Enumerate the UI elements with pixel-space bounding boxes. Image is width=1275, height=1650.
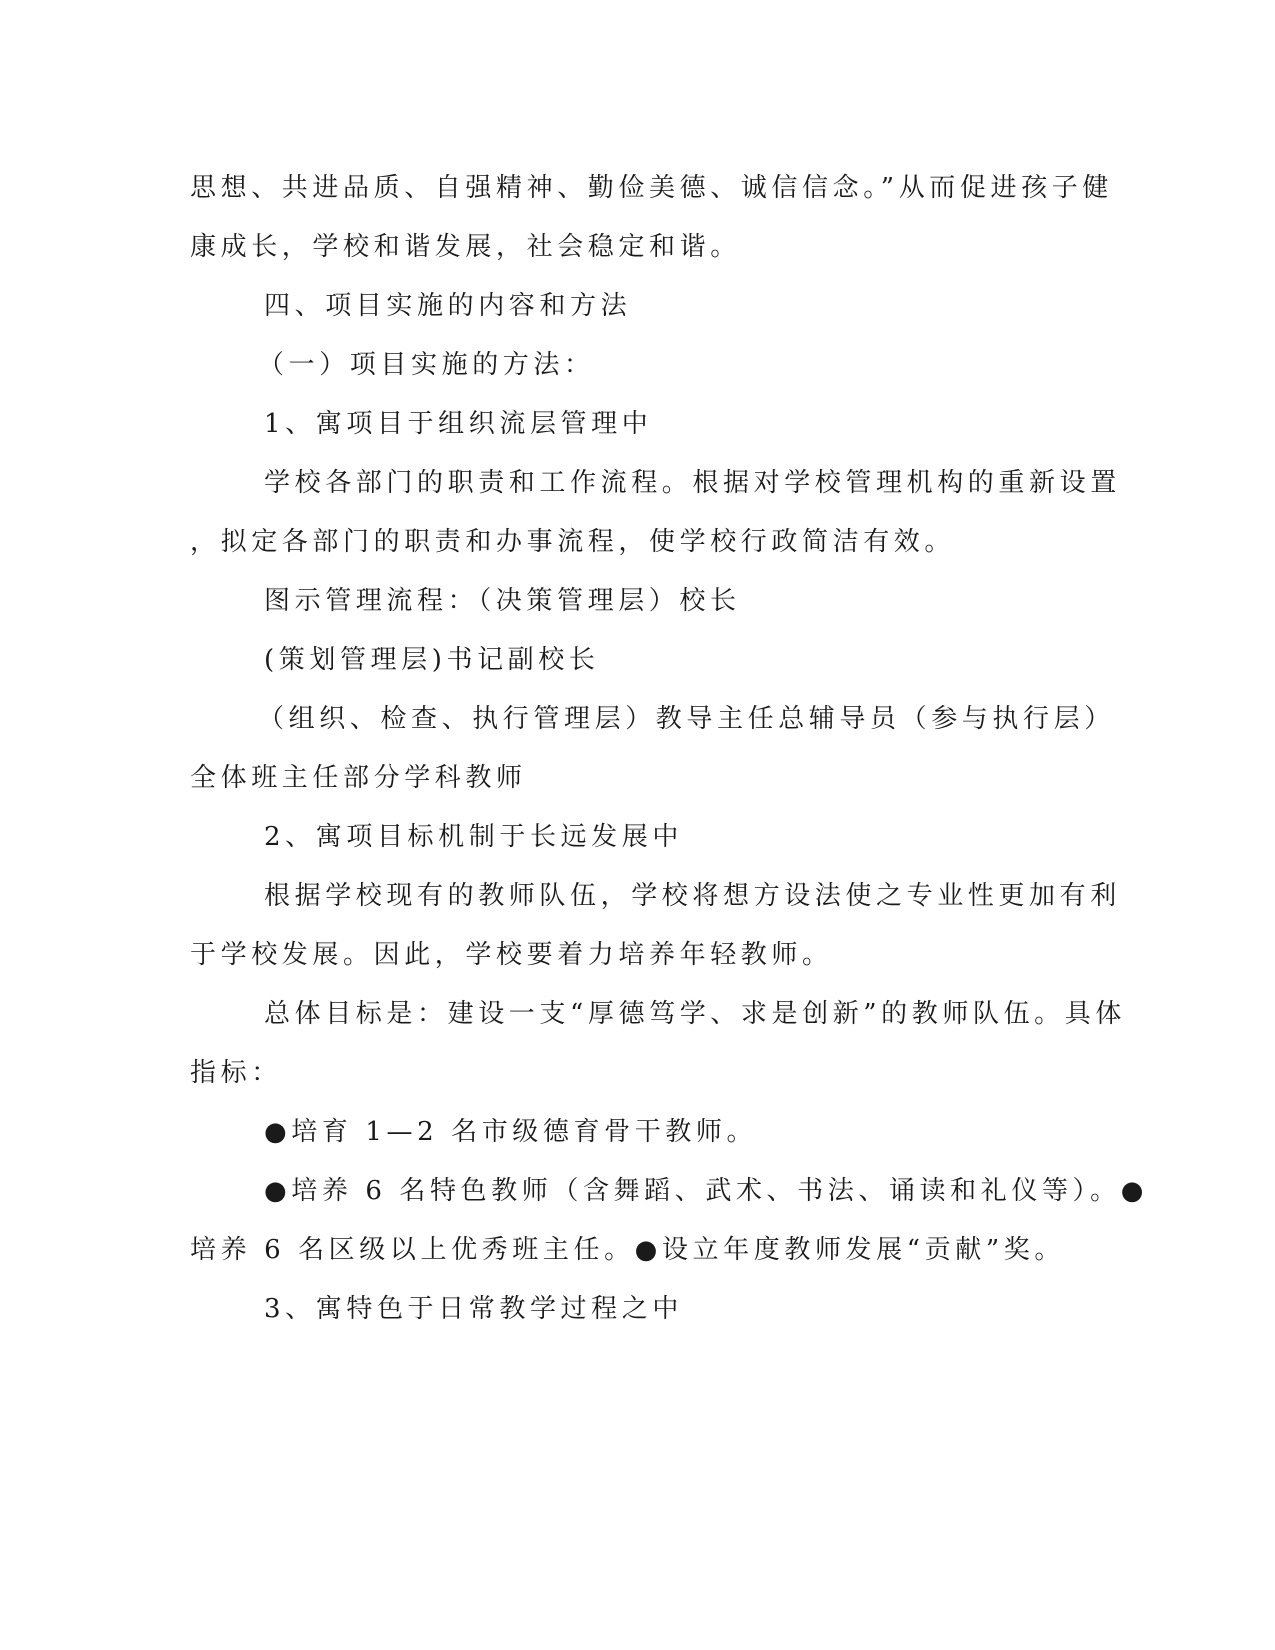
text-line: (策划管理层)书记副校长 [264,645,600,675]
text-line: 全体班主任部分学科教师 [190,763,527,793]
text-line: 总体目标是：建设一支“厚德笃学、求是创新”的教师队伍。具体 [264,999,1126,1029]
text-line: 根据学校现有的教师队伍，学校将想方设法使之专业性更加有利 [264,881,1121,911]
text-line: 图示管理流程：（决策管理层）校长 [264,586,741,616]
item-heading: 1、寓项目于组织流层管理中 [264,409,653,439]
text-line: 康成长，学校和谐发展，社会稳定和谐。 [190,232,741,262]
text-line: （组织、检查、执行管理层）教导主任总辅导员（参与执行层） [258,704,1115,734]
item-heading: 3、寓特色于日常教学过程之中 [264,1294,683,1324]
text-line: 思想、共进品质、自强精神、勤俭美德、诚信信念。”从而促进孩子健 [190,173,1113,203]
bullet-item: ●培养 6 名特色教师（含舞蹈、武术、书法、诵读和礼仪等）。● [264,1176,1149,1206]
text-line: 指标： [190,1058,282,1088]
bullet-item: 培养 6 名区级以上优秀班主任。●设立年度教师发展“贡献”奖。 [190,1235,1065,1265]
text-line: 学校各部门的职责和工作流程。根据对学校管理机构的重新设置 [264,468,1121,498]
item-heading: 2、寓项目标机制于长远发展中 [264,822,683,852]
subsection-heading: （一）项目实施的方法： [258,350,595,380]
text-line: ，拟定各部门的职责和办事流程，使学校行政简洁有效。 [190,527,956,557]
bullet-item: ●培育 1—2 名市级德育骨干教师。 [264,1117,758,1147]
section-heading: 四、项目实施的内容和方法 [264,291,632,321]
text-line: 于学校发展。因此，学校要着力培养年轻教师。 [190,940,833,970]
